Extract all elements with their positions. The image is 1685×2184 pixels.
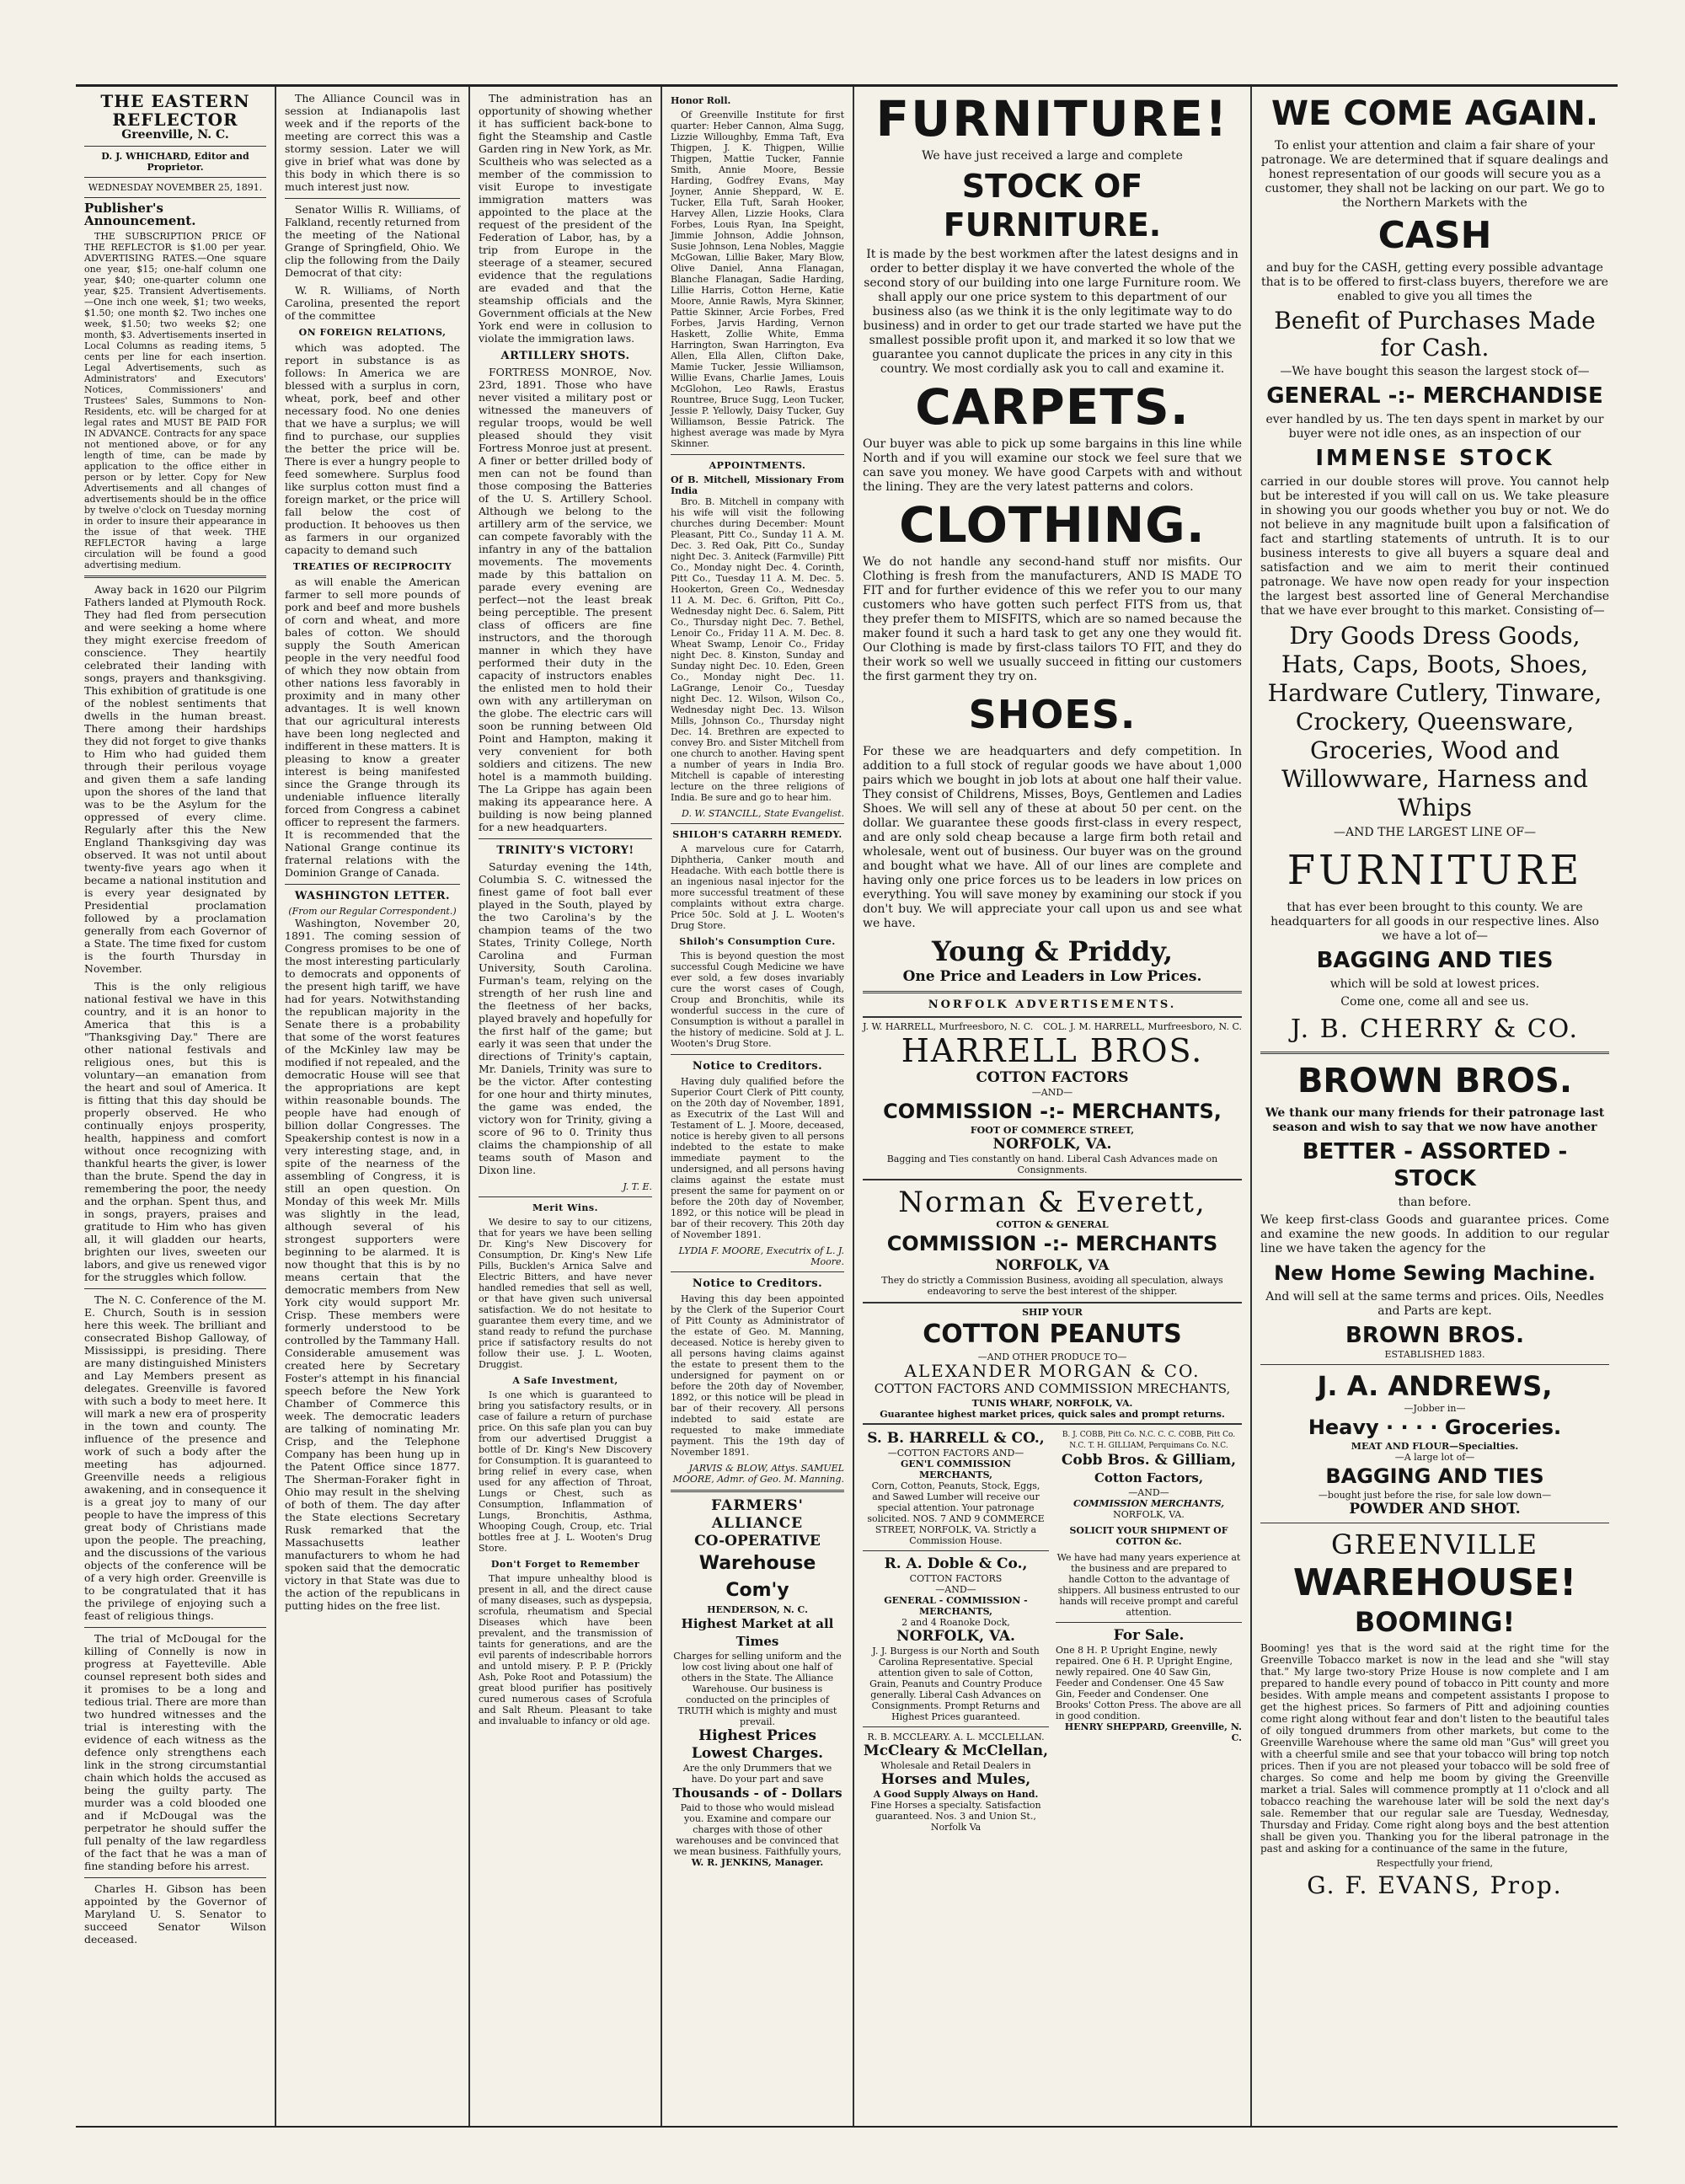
cobb-title: Cobb Bros. & Gilliam, xyxy=(1061,1452,1237,1469)
fa-title-3: Warehouse Com'y xyxy=(698,1553,816,1601)
bb-title-2: BROWN BROS. xyxy=(1345,1323,1524,1348)
sbh-l2: GEN'L COMMISSION MERCHANTS, xyxy=(900,1459,1012,1480)
fa-text-3: Paid to those who would mislead you. Examine and compare our charges with those of other warehouses and be convinced that we mean business. Faithfully yours, xyxy=(673,1802,842,1857)
jaa-title: J. A. ANDREWS, xyxy=(1317,1370,1553,1402)
benefit-title: Benefit of Purchases Made for Cash. xyxy=(1274,307,1596,361)
brown-bros-ad xyxy=(1260,1059,1609,1360)
bb-title: BROWN BROS. xyxy=(1297,1062,1573,1100)
washington-sub: (From our Regular Correspondent.) xyxy=(288,906,457,917)
jaa-meat: MEAT AND FLOUR—Specialties. xyxy=(1351,1441,1519,1452)
notice-1-signature: LYDIA F. MOORE, Executrix of L. J. Moore. xyxy=(678,1245,844,1267)
fa-title-1: FARMERS' ALLIANCE xyxy=(711,1497,804,1532)
bb-text-2: We keep first-class Goods and guarantee prices. Come and examine the new goods. In addition to our regular line we have taken the agency for the xyxy=(1260,1213,1609,1255)
remember-text: That impure unhealthy blood is present in all, and the direct cause of many diseases, such as dyspepsia, scrofula, rheumatism and Special Diseases which have been prevalent, and the transmission of taints for generations, and are the evil parents of indescribable horrors and untold misery. P. P. P. (Prickly Ash, Poke Root and Potassium) the great blood purifier has positively cured numerous cases of Scrofula and Salt Rheum. Pleasant to take and invaluable to infancy or old age. xyxy=(479,1573,652,1726)
harrell-l2: —AND— xyxy=(1031,1087,1073,1098)
morgan-ad xyxy=(863,1302,1242,1425)
ne-title: Norman & Everett, xyxy=(898,1186,1206,1219)
remember-heading: Don't Forget to Remember xyxy=(490,1559,640,1570)
young-priddy-ad xyxy=(863,92,1242,986)
norfolk-heading: NORFOLK ADVERTISEMENTS. xyxy=(928,998,1177,1011)
clothing-title: CLOTHING. xyxy=(899,496,1206,554)
publisher-heading: Publisher's Announcement. xyxy=(84,201,196,228)
treaties-text: as will enable the American farmer to sell more pounds of pork and beef and more bushels of corn and wheat, and more bales of cotton. We should supply the South American people in the very needful food of which they now obtain from other nations less favorably in proximity and in many other advantages. It is well known that our agricultural interests have been long neglected and indifferent in these matters. It is pleasing to know a greater interest is being manifested since the Grange through its undeniable influence literally forced from Congress a cabinet officer to represent the farmers. It is recommended that the National Grange continue its fraternal relations with the Dominion Grange of Canada. xyxy=(285,575,460,879)
masthead-editor: D. J. WHICHARD, Editor and Proprietor. xyxy=(101,151,249,173)
catarrh-text: A marvelous cure for Catarrh, Diphtheria, Canker mouth and Headache. With each bottle there is an ingenious nasal injector for the more successful treatment of these complaints without extra charge. Price 50c. Sold at J. L. Wooten's Drug Store. xyxy=(671,843,844,931)
rad-text: J. J. Burgess is our North and South Carolina Representative. Special attention given to sale of Cotton, Grain, Peanuts and Country Produce generally. Liberal Cash Advances on Consignments. Prompt Returns and Highest Prices guaranteed. xyxy=(869,1646,1042,1722)
bagging-text: which will be sold at lowest prices. xyxy=(1329,977,1540,991)
artillery-heading: ARTILLERY SHOTS. xyxy=(500,350,630,362)
cherry-title: J. B. CHERRY & CO. xyxy=(1290,1014,1580,1044)
wca-text: To enlist your attention and claim a fair share of your patronage. We are determined that if square dealings and honest representation of our goods will secure you as a customer, they shall not be lacking on our part. We go to the Northern Markets with the xyxy=(1260,139,1609,210)
ship-l4: TUNIS WHARF, NORFOLK, VA. xyxy=(971,1398,1133,1409)
sbh-text: Corn, Cotton, Peanuts, Stock, Eggs, and Sawed Lumber will receive our special attention. Your patronage solicited. NOS. 7 AND 9 COMMERCE STREET, NORFOLK, VA. Strictly a Commission House. xyxy=(867,1480,1045,1546)
cobb-l3: COMMISSION MERCHANTS, xyxy=(1073,1498,1225,1509)
column-1 xyxy=(76,87,276,2126)
ship-title: COTTON PEANUTS xyxy=(923,1320,1182,1349)
appointments-heading: APPOINTMENTS. xyxy=(709,460,806,471)
harrell-l5: NORFOLK, VA. xyxy=(992,1136,1112,1153)
cash-title: CASH xyxy=(1377,214,1492,257)
sb-harrell-ad xyxy=(863,1430,1049,1833)
bagging-title: BAGGING AND TIES xyxy=(1316,948,1554,973)
fa-text-1: Charges for selling uniform and the low cost living about one half of others in the State. The Alliance Warehouse. Our business is conducted on the principles of TRUTH which is mighty and must prevail. xyxy=(673,1651,842,1727)
jaa-lot: —A large lot of— xyxy=(1394,1452,1475,1463)
fa-line-4: Thousands - of - Dollars xyxy=(672,1785,842,1801)
notice-1-heading: Notice to Creditors. xyxy=(692,1060,823,1073)
harrell-l4: FOOT OF COMMERCE STREET, xyxy=(970,1125,1135,1136)
mcdougal-text: The trial of McDougal for the killing of Connelly is now in progress at Fayetteville. Able counsel represent both sides and it promises to be a long and tedious trial. There are more than two hundred witnesses and the trial is interesting with the evidence of each witness as the defence only strengthens each link in the strong circumstantial chain which holds the accused as being the guilty party. The murder was a cold blooded one and if McDougal was the perpetrator he should suffer the full penalty of the law regardless of the fact that he was a man of fine standing before his arrest. xyxy=(84,1632,267,1872)
consumption-text: This is beyond question the most successful Cough Medicine we have ever sold, a few doses invariably cure the worst cases of Cough, Croup and Bronchitis, while its wonderful success in the cure of Consumption is without a parallel in the history of medicine. Sold at J. L. Wooten's Drug Store. xyxy=(671,950,844,1049)
andrews-ad xyxy=(1260,1369,1609,1518)
masthead-place: Greenville, N. C. xyxy=(121,128,229,142)
masthead-date: WEDNESDAY NOVEMBER 25, 1891. xyxy=(88,182,263,193)
thanksgiving-text-2: This is the only religious national festival we have in this country, and it is an honor to America that this is a "Thanksgiving Day." There are other national festivals and religious ones, but this is voluntary—an emanation from the heart and soul of America. It is fitting that this day should be properly observed. He who continually enjoys prosperity, health, happiness and comfort without once recognizing with thankful hearts the giver, is lower than the brute. Spend the day in remembering the poor, the needy and the orphan. Spent thus, and in songs, prayers, praises and gratitude to Him who has given all, it will gladden our hearts, brighten our lives, sweeten our labors, and give us renewed vigor for the struggles which follow. xyxy=(84,980,266,1283)
jaa-jobber: —Jobber in— xyxy=(1404,1403,1466,1414)
ship-l1: —AND OTHER PRODUCE TO— xyxy=(977,1352,1127,1362)
grange-text-2: W. R. Williams, of North Carolina, presented the report of the committee xyxy=(285,284,460,322)
respect-text: Respectfully your friend, xyxy=(1376,1858,1494,1869)
fa-signature: W. R. JENKINS, Manager. xyxy=(691,1857,824,1868)
cobb-l4: NORFOLK, VA. xyxy=(1113,1509,1185,1520)
notice-2-heading: Notice to Creditors. xyxy=(692,1277,823,1290)
honor-roll-text: Of Greenville Institute for first quarter: Heber Cannon, Alma Sugg, Lizzie Willoughby, Emma Taft, Eva Thigpen, J. K. Thigpen, Willie Thigpen, Mattie Tucker, Fannie Smith, Annie Moore, Bessie Harding, Godfrey Evans, May Joyner, Annie Sheppard, W. E. Tucker, Ella Tuft, Sarah Hooker, Harvey Allen, Lizzie Hooks, Clara Forbes, Louis Ryan, Ina Speight, Jimmie Johnson, Addie Johnson, Susie Johnson, Lena Nobles, Maggie McGowan, Lillie Baker, Mary Blow, Olive Daniel, Anna Flanagan, Blanche Flanagan, Sadie Harding, Lillie Harris, Cotton Herne, Katie Moore, Annie Rawls, Myra Skinner, Pattie Skinner, Arcie Forbes, Fred Forbes, Jarvis Harding, Vernon Haskett, Zollie White, Emma Harrington, Swan Harrington, Eva Allen, Ella Allen, Clifton Dake, Mamie Tucker, Jessie Williamson, Willie Evans, Charlie James, Louis McGlohon, Leo Rawls, Erastus Rountree, Bruce Sugg, Leon Tucker, Jessie P. Yellowly, Daisy Tucker, Guy Williamson, Bessie Patrick. The highest average was made by Myra Skinner. xyxy=(671,110,844,449)
stock-furniture-title: STOCK OF FURNITURE. xyxy=(943,168,1162,244)
trinity-text: Saturday evening the 14th, Columbia S. C. witnessed the finest game of foot ball ever played in the South, played by the two Carolina's by the champion teams of the two States, Trinity College, North Carolina and Furman University, South Carolina. Furman's team, relying on the strength of her rush line and the fleetness of her backs, played bravely and hopefully for the first half of the game; but early it was seen that under the directions of Trinity's captain, Mr. Daniels, Trinity was sure to be the victor. After contesting for one hour and thirty minutes, the game was ended, the victory won for Trinity, giving a score of 96 to 0. Trinity thus claims the championship of all teams south of Mason and Dixon line. xyxy=(479,860,652,1176)
harrell-ad xyxy=(863,1016,1242,1180)
ne-text: They do strictly a Commission Business, avoiding all speculation, always endeavoring to serve the best interest of the shipper. xyxy=(881,1275,1223,1297)
notice-1-text: Having duly qualified before the Superior Court Clerk of Pitt county, on the 20th day of November, 1891, as Executrix of the Last Will and Testament of L. J. Moore, deceased, notice is hereby given to all persons indebted to the estate to make immediate payment to the undersigned, and all persons having claims against the estate must present the same for payment on or before the 20th day of November, 1892, or this notice will be plead in bar of their recovery. This 20th day of November 1891. xyxy=(671,1076,844,1240)
cobb-text: We have had many years experience at the business and are prepared to handle Cotton to the advantage of shippers. All business entrusted to our hands will receive prompt and careful attention. xyxy=(1056,1552,1241,1618)
cobb-l2: —AND— xyxy=(1128,1487,1169,1498)
gv-title: GREENVILLE xyxy=(1331,1528,1538,1560)
foreign-relations-text: which was adopted. The report in substance is as follows: In America we are blessed with a surplus in corn, wheat, pork, beef and other necessary food. No one denies that we have a surplus; we will find to purchase, our supplies the better the price will be. There is ever a hungry people to feed somewhere. Surplus food like surplus cotton must find a foreign market, or the price will fall below the cost of production. It behooves us then as farmers in our organized capacity to demand such xyxy=(285,341,460,556)
furniture-text-6: that has ever been brought to this county. We are headquarters for all goods in our respective lines. Also we have a lot of— xyxy=(1270,901,1599,943)
washington-heading: WASHINGTON LETTER. xyxy=(294,890,451,902)
shoes-text: For these we are headquarters and defy competition. In addition to a full stock of regular goods we have about 1,000 pairs which we bought in job lots at about one half their value. They consist of Childrens, Misses, Boys, Gentlemen and Ladies Shoes. We will sell any of these at about 50 per cent. on the dollar. We guarantee these goods first-class in every respect, and are only sold cheap because a large firm both retail and wholesale, went out of business. Our buyer was on the ground and bought what we have. All of our lines are complete and having only one price forces us to be leaders in low prices on everything. You will save money by examining our stock if you don't buy. We will appreciate your call upon us and see what we have. xyxy=(863,745,1242,930)
cash-text: and buy for the CASH, getting every possible advantage that is to be offered to first-class buyers, therefore we are enabled to give you all times the xyxy=(1261,261,1608,303)
catarrh-heading: SHILOH'S CATARRH REMEDY. xyxy=(672,829,842,840)
harrell-title: HARRELL BROS. xyxy=(901,1032,1204,1069)
harrell-text: Bagging and Ties constantly on hand. Liberal Cash Advances made on Consignments. xyxy=(886,1154,1218,1175)
treaties-heading: TREATIES OF RECIPROCITY xyxy=(292,561,452,572)
carpets-text: Our buyer was able to pick up some bargains in this line while North and if you will examine our stock we feel sure that we can save you money. We have good Carpets with and without the lining. They are the very latest patterns and colors. xyxy=(863,437,1242,494)
investment-text: Is one which is guaranteed to bring you satisfactory results, or in case of failure a return of purchase price. On this safe plan you can buy from our advertised Druggist a bottle of Dr. King's New Discovery for Consumption. It is guaranteed to bring relief in every case, when used for any affection of Throat, Lungs or Chest, such as Consumption, Inflammation of Lungs, Bronchitis, Asthma, Whooping Cough, Croup, etc. Trial bottles free at J. L. Wooten's Drug Store. xyxy=(479,1389,652,1554)
notice-2-signature: JARVIS & BLOW, Attys. SAMUEL MOORE, Admr. of Geo. M. Manning. xyxy=(672,1463,844,1485)
ne-l3: NORFOLK, VA xyxy=(995,1257,1110,1274)
mcc-title: McCleary & McClellan, xyxy=(863,1742,1049,1759)
established: ESTABLISHED 1883. xyxy=(1384,1349,1485,1360)
young-priddy-title: Young & Priddy, xyxy=(932,935,1173,967)
jaa-bagging: BAGGING AND TIES xyxy=(1325,1464,1544,1488)
cobb-ship: SOLICIT YOUR SHIPMENT OF COTTON &c. xyxy=(1069,1525,1228,1547)
fa-text-2: Are the only Drummers that we have. Do your part and save xyxy=(682,1763,832,1785)
gibson-text: Charles H. Gibson has been appointed by the Governor of Maryland U. S. Senator to succeed Senator Wilson deceased. xyxy=(84,1882,266,1946)
shoes-title: SHOES. xyxy=(968,692,1137,737)
merit-heading: Merit Wins. xyxy=(532,1202,598,1213)
publisher-text: THE SUBSCRIPTION PRICE OF THE REFLECTOR is $1.00 per year. ADVERTISING RATES.—One square one year, $15; one-half column one year, $40; one-quarter column one year, $25. Transient Advertisements.—One inch one week, $1; two weeks, $1.50; one month $2. Two inches one week, $1.50; two weeks $2; one month, $3. Advertisements inserted in Local Columns as reading items, 5 cents per line for each insertion. Legal Advertisements, such as Administrators' and Executors' Notices, Commissioners' and Trustees' Sales, Summons to Non-Residents, etc. will be charged for at legal rates and MUST BE PAID FOR IN ADVANCE. Contracts for any space not mentioned above, or for any length of time, can be made by application to the office either in person or by letter. Copy for New Advertisements and all changes of advertisements should be in the office by twelve o'clock on Tuesday morning in order to insure their appearance in the issue of that week. THE REFLECTOR having a large circulation will be found a good advertising medium. xyxy=(84,231,266,570)
better-text: than before. xyxy=(1398,1196,1472,1209)
column-4 xyxy=(662,87,854,2126)
ne-l1: COTTON & GENERAL xyxy=(996,1219,1109,1230)
sale-signature: HENRY SHEPPARD, Greenville, N. C. xyxy=(1064,1721,1242,1743)
appointments-text: Bro. B. Mitchell in company with his wife will visit the following churches during December: Mount Pleasant, Pitt Co., Sunday 11 A. M. Dec. 3. Red Oak, Pitt Co., Sunday night Dec. 3. Aniteck (Farmville) Pitt Co., Monday night Dec. 4. Corinth, Pitt Co., Tuesday 11 A. M. Dec. 5. Hookerton, Green Co., Wednesday 11 A. M. Dec. 6. Grifton, Pitt Co., Wednesday night Dec. 6. Salem, Pitt Co., Thursday night Dec. 7. Bethel, Lenoir Co., Friday 11 A. M. Dec. 8. Wheat Swamp, Lenoir Co., Friday night Dec. 8. Kinston, Sunday and Sunday night Dec. 10. Eden, Green Co., Monday night Dec. 11. LaGrange, Lenoir Co., Tuesday night Dec. 12. Wilson, Wilson Co., Wednesday night Dec. 13. Wilson Mills, Johnson Co., Thursday night Dec. 14. Brethren are expected to convey Bro. and Sister Mitchell from one church to another. Having spent a number of years in India Bro. Mitchell is capable of interesting lecture on the three religions of India. Be sure and go to hear him. xyxy=(671,496,844,803)
better-title: BETTER - ASSORTED - STOCK xyxy=(1302,1139,1568,1191)
booming-title: BOOMING! xyxy=(1354,1606,1516,1638)
rad-l1: COTTON FACTORS xyxy=(909,1573,1003,1584)
farmers-alliance-ad xyxy=(671,1497,844,1868)
trinity-heading: TRINITY'S VICTORY! xyxy=(496,844,634,857)
conference-text: The N. C. Conference of the M. E. Church, South is in session here this week. The brilliant and consecrated Bishop Galloway, of Mississippi, is presiding. There are many distinguished Ministers and Lay Members present as delegates. Greenville is favored with such a body to meet here. It will mark a new era of prosperity in the town and county. The influence of the presence and work of such a body after the meeting has adjourned. Greenville needs a religious awakening, and in consequence it is a great joy to many of our people to have the impress of this great body of Christians made upon the people. The preaching, and the discussions of the various objects of the conference will be of a very high order. Greenville is to be congratulated that it has the privilege of enjoying such a feast of religious things. xyxy=(84,1293,266,1622)
column-2 xyxy=(276,87,470,2126)
gm-title: GENERAL -:- MERCHANDISE xyxy=(1266,383,1603,409)
sewing-title: New Home Sewing Machine. xyxy=(1274,1261,1596,1285)
bought-text: —We have bought this season the largest stock of— xyxy=(1280,365,1590,378)
harrell-right: COL. J. M. HARRELL, Murfreesboro, N. C. xyxy=(1043,1021,1242,1032)
harrell-l1: COTTON FACTORS xyxy=(976,1069,1129,1086)
rad-l2: —AND— xyxy=(935,1584,976,1595)
appointments-signature: D. W. STANCILL, State Evangelist. xyxy=(682,808,844,819)
bb-text-3: And will sell at the same terms and prices. Oils, Needles and Parts are kept. xyxy=(1265,1290,1604,1318)
furniture-title-6: FURNITURE xyxy=(1286,847,1583,894)
booming-text: Booming! yes that is the word said at the right time for the Greenville Tobacco market is now in the lead and she "will stay that." My large two-story Prize House is now complete and I am prepared to handle every pound of tobacco in Pitt county and more besides. With ample means and competent assistants I propose to get the highest prices. So farmers of Pitt and adjoining counties come right along without fear and don't listen to the beautiful tales of oily tongued drummers from other markets, but come to the Greenville Warehouse where the same old man "Gus" will greet you with a cheerful smile and see that your tobacco will bring top notch prices. Then if you are not pleased your tobacco will be sold free of charges. So come and help me boom by giving the Greenville market a trial. Sales will commence promptly at 11 o'clock and all tobacco reaching the warehouse later will be sold the next day's sale. Remember that our regular sale are Tuesday, Wednesday, Thursday and Friday. Come right along boys and the best attention shall be given you. Thanking you for the liberal patronage in the past and asking for a continuance of the same in the future, xyxy=(1260,1642,1609,1855)
ship-head: SHIP YOUR xyxy=(1022,1307,1083,1318)
warehouse-title: WAREHOUSE! xyxy=(1292,1561,1577,1604)
consumption-heading: Shiloh's Consumption Cure. xyxy=(679,936,836,947)
mcc-l2: Horses and Mules, xyxy=(880,1771,1031,1788)
norman-everett-ad xyxy=(863,1186,1242,1297)
appointments-sub: Of B. Mitchell, Missionary From India xyxy=(671,474,844,496)
jaa-bought: —bought just before the rise, for sale low down— xyxy=(1318,1490,1552,1501)
sbh-title: S. B. HARRELL & CO., xyxy=(867,1430,1045,1447)
sbh-l1: —COTTON FACTORS AND— xyxy=(887,1448,1024,1459)
mcc-l1: Wholesale and Retail Dealers in xyxy=(880,1760,1031,1771)
young-priddy-sub: One Price and Leaders in Low Prices. xyxy=(902,968,1202,985)
cobb-ad xyxy=(1056,1430,1242,1833)
fa-line-2: Highest Prices xyxy=(698,1727,816,1744)
fa-line-1: Highest Market at all Times xyxy=(681,1616,834,1649)
evans-ad xyxy=(1260,1528,1609,1903)
foreign-relations-heading: ON FOREIGN RELATIONS, xyxy=(298,327,447,338)
ne-l2: COMMISSION -:- MERCHANTS xyxy=(886,1232,1218,1255)
largest-text: —AND THE LARGEST LINE OF— xyxy=(1334,826,1536,839)
notice-2-text: Having this day been appointed by the Clerk of the Superior Court of Pitt County as Administrator of the estate of Geo. M. Manning, deceased. Notice is hereby given to all persons having claims against the estate to present them to the undersigned for payment on or before the 20th day of November, 1892, or this notice will be plead in bar of their recovery. All persons indebted to said estate are requested to make immediate payment. This the 19th day of November 1891. xyxy=(671,1293,844,1458)
furniture-subtitle: We have just received a large and complete xyxy=(922,149,1183,163)
fa-place: HENDERSON, N. C. xyxy=(707,1604,808,1615)
cobb-heads: B. J. COBB, Pitt Co. N.C. C. C. COBB, Pitt Co. N.C. T. H. GILLIAM, Perquimans Co. N.C. xyxy=(1062,1431,1236,1450)
sale-text: One 8 H. P. Upright Engine, newly repaired. One 6 H. P. Upright Engine, newly repaired. One 40 Saw Gin, Feeder and Condenser. One 45 Saw Gin, Feeder and Condenser. One Brooks' Cotton Press. The above are all in good condition. xyxy=(1056,1645,1242,1721)
thanksgiving-text: Away back in 1620 our Pilgrim Fathers landed at Plymouth Rock. They had fled from persecution and were seeking a home where they might exercise freedom of conscience. They heartily celebrated their landing with songs, prayers and thanksgiving. This exhibition of gratitude is one of the noblest sentiments that dwells in the human breast. There among their hardships they did not forget to give thanks to Him who had guided them through their perilous voyage and given them a safe landing upon the shores of the land that was to be the Asylum for the oppressed of every clime. Regularly after this the New England Thanksgiving day was observed. It was not until about twenty-five years ago when it became a national institution and is every year designated by Presidential proclamation followed by a proclamation generally from each Governor of a State. The time fixed for custom is the fourth Thursday in November. xyxy=(84,583,266,975)
come-text: Come one, come all and see us. xyxy=(1340,995,1529,1009)
ship-l3: COTTON FACTORS AND COMMISSION MRECHANTS, xyxy=(874,1381,1231,1396)
furniture-title: FURNITURE! xyxy=(875,90,1229,147)
sale-heading: For Sale. xyxy=(1113,1627,1185,1644)
cherry-ad xyxy=(1260,92,1609,1046)
grange-text: Senator Willis R. Williams, of Falkland, recently returned from the meeting of the National Grange of Springfield, Ohio. We clip the following from the Daily Democrat of that city: xyxy=(285,203,461,279)
investment-heading: A Safe Investment, xyxy=(512,1375,618,1386)
trinity-signature: J. T. E. xyxy=(623,1181,652,1192)
column-6-ads xyxy=(1252,87,1618,2126)
goods-list: Dry Goods Dress Goods, Hats, Caps, Boots, Shoes, Hardware Cutlery, Tinware, Crockery, Queensware, Groceries, Wood and Willowware, Harness and Whips xyxy=(1267,622,1602,822)
immense-text: carried in our double stores will prove. You cannot help but be interested if you will call on us. We take pleasure in showing you our goods whether you buy or not. We do not believe in any magnitude built upon a falsification of fact and startling statements of untruth. It is to our business interests to give all buyers a square deal and satisfaction and we aim to merit their continued patronage. We have now open ready for your inspection the largest best assorted line of General Merchandise that we have ever brought to this market. Consisting of— xyxy=(1260,475,1609,618)
rad-title: R. A. Doble & Co., xyxy=(884,1555,1028,1572)
fa-line-3: Lowest Charges. xyxy=(691,1745,824,1762)
fa-title-2: CO-OPERATIVE xyxy=(694,1533,821,1550)
mcc-l3: A Good Supply Always on Hand. xyxy=(873,1789,1039,1800)
washington-text: Washington, November 20, 1891. The coming session of Congress promises to be one of the most interesting particularly to democrats and opponents of the present high tariff, we have had for years. Notwithstanding the republican majority in the Senate there is a probability that some of the worst features of the McKinley law may be modified if not repealed, and the democratic House will see that the appropriations are kept within reasonable bounds. The people have had enough of billion dollar Congresses. The Speakership contest is now in a very interesting stage, and, in spite of the nearness of the assembling of Congress, it is still an open question. On Monday of this week Mr. Mills was slightly in the lead, although several of his strongest supporters were beginning to be alarmed. It is now thought that this is by no means certain that the democratic members from New York city would support Mr. Crisp. These members were formerly understood to be controlled by the Tammany Hall. Considerable amusement was created here by Secretary Foster's attempt in his financial speech before the New York Chamber of Commerce this week. The democratic leaders are talking of nominating Mr. Crisp, and the Telephone Company has been hung up in the Patent Office since 1877. The Sherman-Foraker fight in Ohio may result in the shelving of both of them. The day after the State elections Secretary Rusk remarked that the Massachusetts leather manufacturers to whom he had spoken said that the democratic victory in that State was due to the action of the republicans in putting hides on the free list. xyxy=(285,917,460,1612)
column-3 xyxy=(470,87,662,2126)
masthead-title: THE EASTERN REFLECTOR xyxy=(100,91,250,130)
ship-text: Guarantee highest market prices, quick sales and prompt returns. xyxy=(880,1409,1225,1420)
clothing-text: We do not handle any second-hand stuff nor misfits. Our Clothing is fresh from the manufacturers, AND IS MADE TO FIT and for further evidence of this we refer you to our many customers who have gotten such perfect FITS from us, that they prefer them to MISFITS, which are so named because the maker found it such a hard task to get any one they would fit. Our Clothing is made by first-class tailors TO FIT, and they do their work so well we usually succeed in fitting our customers the first garment they try on. xyxy=(863,555,1242,683)
carpets-title: CARPETS. xyxy=(915,378,1190,436)
newspaper-page xyxy=(76,84,1618,2128)
wca-title: WE COME AGAIN. xyxy=(1270,94,1599,133)
alliance-text: The Alliance Council was in session at Indianapolis last week and if the reports of the meeting are correct this was a stormy session. Later we will give in brief what was done by this body in which there is so much interest just now. xyxy=(285,92,460,193)
artillery-text: FORTRESS MONROE, Nov. 23rd, 1891. Those who have never visited a military post or witnessed the maneuvers of regular troops, would be well pleased should they visit Fortress Monroe just at present. A finer or better drilled body of men can not be found than those composing the Batteries of the U. S. Artillery School. Although we belong to the artillery arm of the service, we can compete favorably with the infantry in any of the battalion movements. The movements made by this battalion on parade every evening are perfect—not the least break being perceptible. The present class of officers are fine instructors, and the thorough manner in which they have performed their duty in the capacity of instructors enables the enlisted men to hold their own with any artilleryman on the globe. The electric cars will soon be running between Old Point and Hampton, making it very convenient for both soldiers and citizens. The new hotel is a mammoth building. The La Grippe has again been making its appearance here. A building is now being planned for a new headquarters. xyxy=(479,366,652,833)
column-5-ads xyxy=(854,87,1252,2126)
jaa-heavy: Heavy · · · · Groceries. xyxy=(1308,1416,1562,1439)
rad-l3: GENERAL - COMMISSION - MERCHANTS, xyxy=(884,1595,1028,1617)
furniture-text: It is made by the best workmen after the latest designs and in order to better display it we have converted the whole of the second story of our building into one large Furniture room. We shall apply our one price system to this department of our business also (as we think it is the only legitimate way to do business) and in order to get our trade started we have put the smallest possible profit upon it, and marked it so low that we guarantee you cannot duplicate the prices in any city in this country. We most cordially ask you to call and examine it. xyxy=(863,248,1242,376)
rad-l4: 2 and 4 Roanoke Dock, xyxy=(901,1617,1010,1628)
merit-text: We desire to say to our citizens, that for years we have been selling Dr. King's New Discovery for Consumption, Dr. King's New Life Pills, Bucklen's Arnica Salve and Electric Bitters, and have never handled remedies that sell as well, or that have given such universal satisfaction. We do not hesitate to guarantee them every time, and we stand ready to refund the purchase price if satisfactory results do not follow their use. J. L. Wooten, Druggist. xyxy=(479,1217,652,1370)
honor-roll-heading: Honor Roll. xyxy=(671,95,731,106)
cobb-l1: Cotton Factors, xyxy=(1094,1470,1204,1485)
harrell-left: J. W. HARRELL, Murfreesboro, N. C. xyxy=(863,1021,1034,1032)
immense-title: IMMENSE STOCK xyxy=(1315,446,1554,471)
ship-l2: ALEXANDER MORGAN & CO. xyxy=(904,1361,1201,1381)
handled-text: ever handled by us. The ten days spent in market by our buyer were not idle ones, as an inspection of our xyxy=(1265,413,1604,441)
powder: POWDER AND SHOT. xyxy=(1349,1501,1521,1518)
bb-text: We thank our many friends for their patronage last season and wish to say that we now have another xyxy=(1265,1106,1605,1134)
mcc-heads: R. B. MCCLEARY. A. L. MCCLELLAN. xyxy=(867,1732,1045,1742)
mcc-text: Fine Horses a specialty. Satisfaction guaranteed. Nos. 3 and Union St., Norfolk Va xyxy=(870,1800,1041,1833)
harrell-l3: COMMISSION -:- MERCHANTS, xyxy=(883,1100,1222,1123)
administration-text: The administration has an opportunity of showing whether it has sufficient back-bone to fight the Steamship and Castle Garden ring in New York, as Mr. Scultheis who was selected as a member of the commission to visit Europe to investigate immigration matters was appointed to the place at the request of the president of the Federation of Labor, has, by a trip from Europe in the steerage of a steamer, secured evidence that the regulations are evaded and that the steamship officials and the Government officials at the New York end were in collusion to violate the immigration laws. xyxy=(479,92,652,345)
rad-l5: NORFOLK, VA. xyxy=(896,1628,1015,1645)
evans-title: G. F. EVANS, Prop. xyxy=(1307,1871,1563,1899)
